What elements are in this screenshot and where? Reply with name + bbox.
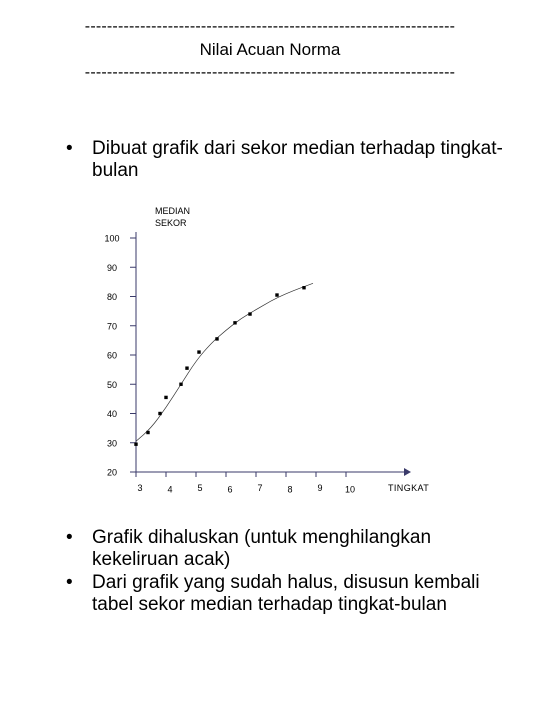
x-axis-arrow — [404, 468, 411, 476]
top-dashed-rule: ------------------------------------------------------------------- — [84, 18, 456, 35]
y-tick-label: 80 — [106, 292, 118, 302]
y-tick-label: 30 — [106, 438, 118, 449]
bullet-item — [66, 572, 516, 616]
x-tick-label: 10 — [344, 484, 356, 495]
smoothed-curve — [136, 283, 313, 441]
data-point — [164, 396, 167, 399]
y-tick-label: 60 — [106, 350, 118, 361]
y-tick-label: 50 — [106, 379, 118, 390]
x-tick-label: 8 — [287, 484, 293, 495]
y-tick-label: 40 — [106, 409, 118, 419]
y-tick-label: 100 — [104, 233, 120, 244]
y-tick-label: 90 — [106, 262, 118, 273]
page-title: Nilai Acuan Norma — [199, 40, 341, 59]
bottom-bullet-list — [66, 527, 516, 617]
bullet-text: Dari grafik yang sudah halus, disusun kembali tabel sekor median terhadap tingkat-bulan — [92, 572, 480, 615]
bottom-dashed-rule: ------------------------------------------------------------------- — [84, 64, 456, 81]
bullet-dot-icon: • — [66, 572, 73, 593]
x-tick-label: 9 — [317, 483, 323, 493]
bullet-dot-icon: • — [66, 527, 73, 548]
top-bullet-list — [66, 138, 516, 183]
data-point — [158, 412, 161, 415]
data-point — [275, 293, 278, 296]
x-tick-label: 6 — [227, 484, 233, 495]
data-point — [185, 366, 188, 369]
x-tick-label: 4 — [167, 484, 173, 495]
y-tick-label: 20 — [106, 467, 118, 478]
data-point — [134, 443, 137, 446]
bullet-item — [66, 138, 516, 182]
x-axis-label: TINGKAT — [388, 483, 430, 493]
data-point — [179, 383, 182, 386]
data-point — [215, 337, 218, 340]
bullet-text: Grafik dihaluskan (untuk menghilangkan kekeliruan acak) — [92, 527, 432, 570]
bullet-dot-icon: • — [66, 138, 73, 159]
y-axis-label: SEKOR — [155, 218, 187, 228]
bullet-text: Dibuat grafik dari sekor median terhadap tingkat-bulan — [92, 138, 503, 181]
data-point — [146, 431, 149, 434]
x-tick-label: 5 — [197, 483, 203, 493]
x-tick-label: 3 — [137, 483, 143, 493]
data-point — [233, 321, 236, 324]
data-point — [302, 286, 305, 289]
data-point — [197, 350, 200, 353]
y-axis-label: MEDIAN — [155, 206, 191, 216]
bullet-item — [66, 527, 516, 571]
x-tick-label: 7 — [257, 483, 263, 493]
y-tick-label: 70 — [106, 321, 118, 332]
data-point — [248, 312, 251, 315]
